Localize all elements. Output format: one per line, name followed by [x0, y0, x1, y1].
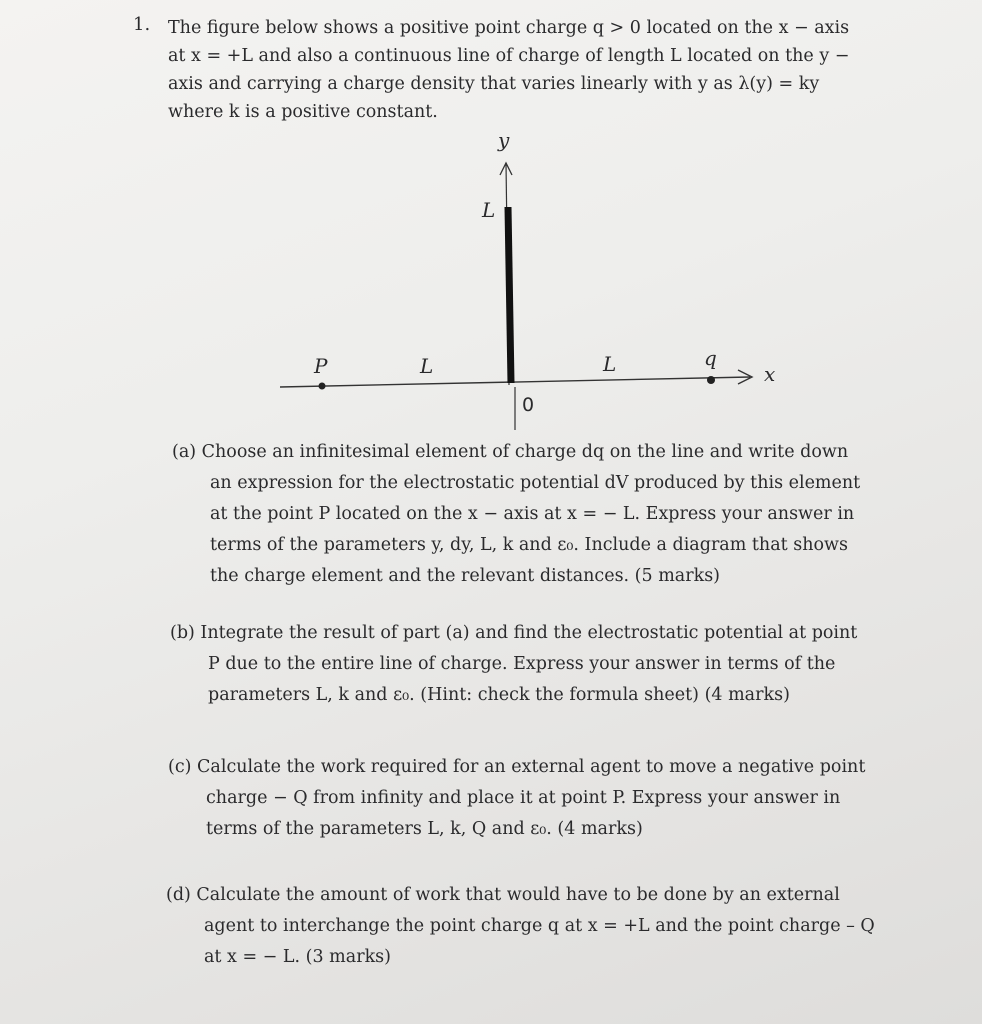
point-p-label: P — [314, 354, 328, 378]
x-axis-line — [280, 377, 750, 387]
charge-diagram — [270, 125, 810, 440]
part-b-line: (b) Integrate the result of part (a) and find the electrostatic potential at point — [170, 623, 858, 643]
left-length-label: L — [420, 354, 434, 378]
line-of-charge — [508, 207, 511, 383]
part-a-line: terms of the parameters y, dy, L, k and ε₀. Include a diagram that shows — [210, 535, 848, 555]
question-part-c — [168, 752, 865, 845]
part-c-line: (c) Calculate the work required for an external agent to move a negative point — [168, 757, 866, 777]
question-part-a — [172, 437, 860, 592]
problem-number: 1. — [133, 14, 151, 35]
y-axis-label: y — [498, 128, 510, 152]
right-length-label: L — [603, 352, 617, 376]
part-d-line: (d) Calculate the amount of work that would have to be done by an external — [166, 885, 840, 905]
intro-line: at x = +L and also a continuous line of charge of length L located on the y − — [168, 46, 850, 66]
intro-line: axis and carrying a charge density that varies linearly with y as λ(y) = ky — [168, 74, 820, 94]
part-d-line: at x = − L. (3 marks) — [204, 947, 391, 967]
part-b-line: P due to the entire line of charge. Express your answer in terms of the — [208, 654, 836, 674]
intro-line: where k is a positive constant. — [168, 102, 438, 122]
question-part-d — [166, 880, 875, 973]
intro-line: The figure below shows a positive point charge q > 0 located on the x − axis — [168, 18, 850, 38]
point-charge-dot — [707, 376, 715, 384]
question-part-b — [170, 618, 857, 711]
part-a-line: the charge element and the relevant distances. (5 marks) — [210, 566, 721, 586]
part-c-line: terms of the parameters L, k, Q and ε₀. (4 marks) — [206, 819, 643, 839]
part-c-line: charge − Q from infinity and place it at point P. Express your answer in — [206, 788, 841, 808]
point-p-dot — [319, 383, 326, 390]
part-a-line: an expression for the electrostatic potential dV produced by this element — [210, 473, 861, 493]
charge-q-label: q — [704, 346, 717, 370]
part-d-line: agent to interchange the point charge q at x = +L and the point charge – Q — [204, 916, 875, 936]
part-a-line: (a) Choose an infinitesimal element of charge dq on the line and write down — [172, 442, 849, 462]
part-a-line: at the point P located on the x − axis at x = − L. Express your answer in — [210, 504, 855, 524]
part-b-line: parameters L, k and ε₀. (Hint: check the formula sheet) (4 marks) — [208, 685, 790, 705]
origin-label: 0 — [522, 394, 535, 416]
problem-intro — [168, 14, 858, 126]
x-axis-label: x — [764, 362, 776, 386]
rod-length-label: L — [482, 198, 496, 222]
